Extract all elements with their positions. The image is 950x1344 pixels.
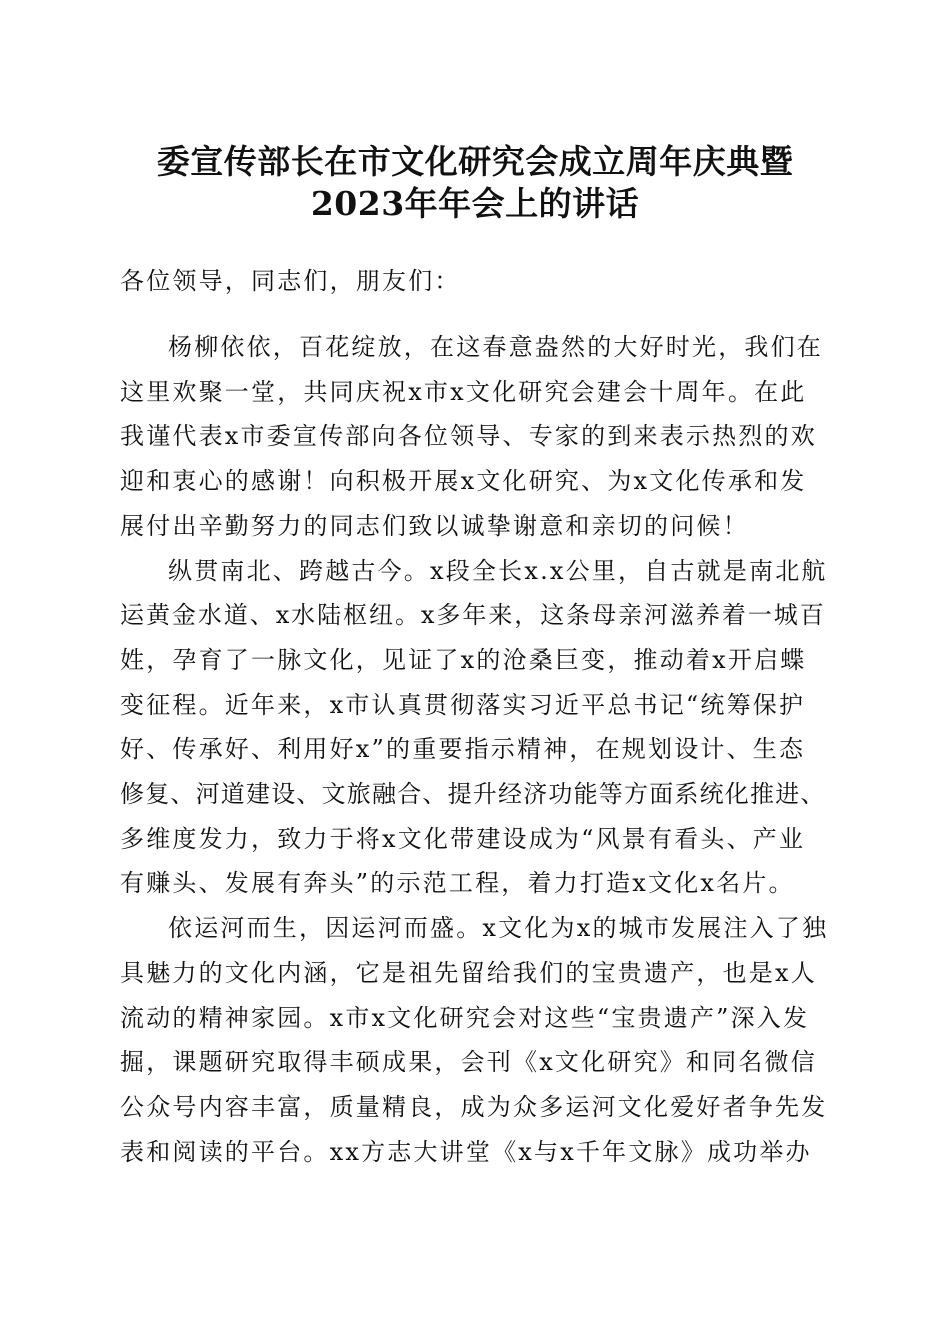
paragraph-line: 修复、河道建设、文旅融合、提升经济功能等方面系统化推进、: [120, 780, 826, 808]
paragraph-line: 迎和衷心的感谢！向积极开展x文化研究、为x文化传承和发: [120, 467, 807, 496]
paragraph-line: 掘，课题研究取得丰硕成果，会刊《x文化研究》和同名微信: [120, 1048, 817, 1077]
paragraph-first-line: 依运河而生，因运河而盛。x文化为x的城市发展注入了独: [168, 914, 829, 943]
paragraph-line: 运黄金水道、x水陆枢纽。x多年来，这条母亲河滋养着一城百: [120, 601, 826, 630]
title-line-1: 委宣传部长在市文化研究会成立周年庆典暨: [156, 142, 794, 181]
title-line-2: 2023年年会上的讲话: [310, 184, 640, 223]
paragraph-line: 有赚头、发展有奔头”的示范工程，着力打造x文化x名片。: [120, 869, 795, 898]
paragraph-line: 变征程。近年来，x市认真贯彻落实习近平总书记“统筹保护: [120, 690, 806, 719]
paragraph-line: 具魅力的文化内涵，它是祖先留给我们的宝贵遗产，也是x人: [120, 958, 817, 987]
paragraph-first-line: 杨柳依依，百花绽放，在这春意盎然的大好时光，我们在: [168, 333, 823, 361]
paragraph-line: 多维度发力，致力于将x文化带建设成为“风景有看头、产业: [120, 824, 806, 853]
paragraph-line: 表和阅读的平台。xx方志大讲堂《x与x千年文脉》成功举办: [120, 1137, 812, 1166]
paragraph-line: 流动的精神家园。x市x文化研究会对这些“宝贵遗产”深入发: [120, 1003, 810, 1032]
paragraph-line: 我谨代表x市委宣传部向各位领导、专家的到来表示热烈的欢: [120, 422, 817, 451]
paragraph-line: 展付出辛勤努力的同志们致以诚挚谢意和亲切的问候！: [120, 511, 749, 540]
paragraph-line: 这里欢聚一堂，共同庆祝x市x文化研究会建会十周年。在此: [120, 377, 807, 406]
paragraph-line: 公众号内容丰富，质量精良，成为众多运河文化爱好者争先发: [120, 1092, 828, 1121]
paragraph-line: 姓，孕育了一脉文化，见证了x的沧桑巨变，推动着x开启蝶: [120, 645, 807, 674]
paragraph-first-line: 纵贯南北、跨越古今。x段全长x.x公里，自古就是南北航: [168, 556, 828, 585]
salutation: 各位领导，同志们，朋友们：: [120, 267, 461, 295]
paragraph-line: 好、传承好、利用好x”的重要指示精神，在规划设计、生态: [120, 735, 806, 764]
